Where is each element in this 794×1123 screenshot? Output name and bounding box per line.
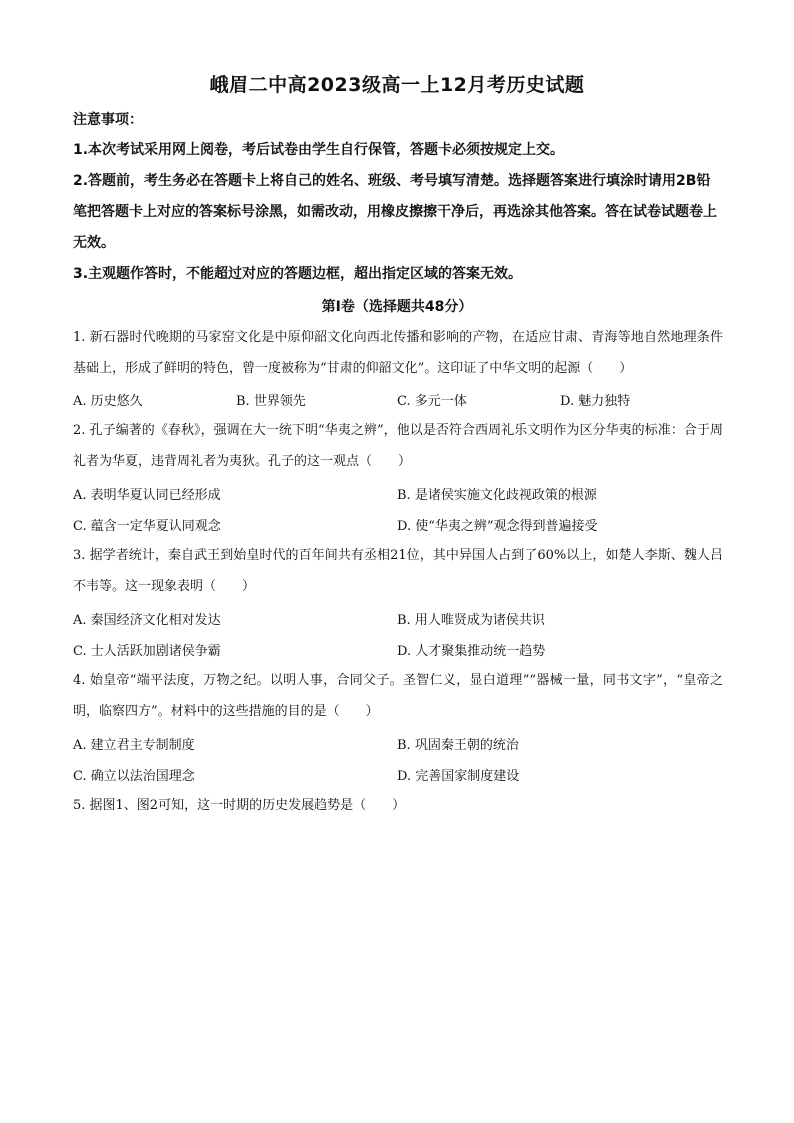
question-1-option-b: B. 世界领先 — [236, 394, 306, 409]
question-1-option-d: D. 魅力独特 — [560, 394, 631, 409]
notice-item-3: 3.主观题作答时，不能超过对应的答题边框，超出指定区域的答案无效。 — [73, 266, 523, 282]
question-4-option-d: D. 完善国家制度建设 — [397, 769, 520, 784]
notice-item-1: 1.本次考试采用网上阅卷，考后试卷由学生自行保管，答题卡必须按规定上交。 — [73, 142, 565, 158]
question-3-option-d: D. 人才聚集推动统一趋势 — [397, 644, 546, 659]
question-2-option-b: B. 是诸侯实施文化歧视政策的根源 — [397, 488, 597, 503]
question-4-options — [73, 734, 723, 762]
question-2-options — [73, 484, 723, 512]
question-2-options-row2 — [73, 515, 723, 543]
notice-item-2: 2.答题前，考生务必在答题卡上将自己的姓名、班级、考号填写清楚。选择题答案进行填涂时请用2B铅笔把答题卡上对应的答案标号涂黑，如需改动，用橡皮擦擦干净后，再选涂其他答案。答在试卷试题卷上无效。 — [73, 173, 717, 251]
question-4-option-c: C. 确立以法治国理念 — [73, 769, 195, 784]
question-3-option-a: A. 秦国经济文化相对发达 — [73, 613, 221, 628]
question-1-option-c: C. 多元一体 — [397, 394, 467, 409]
question-2-option-a: A. 表明华夏认同已经形成 — [73, 488, 221, 503]
question-1-option-a: A. 历史悠久 — [73, 394, 143, 409]
question-3-options — [73, 609, 723, 637]
question-2-stem: 2. 孔子编著的《春秋》，强调在大一统下明“华夷之辨”，他以是否符合西周礼乐文明作为区分华夷的标准：合于周礼者为华夏，违背周礼者为夷狄。孔子的这一观点（ ） — [73, 423, 723, 469]
question-3-stem: 3. 据学者统计，秦自武王到始皇时代的百年间共有丞相21位，其中异国人占到了60%以上，如楚人李斯、魏人吕不韦等。这一现象表明（ ） — [73, 548, 723, 594]
question-4-option-b: B. 巩固秦王朝的统治 — [397, 738, 519, 753]
notice-heading: 注意事项： — [73, 112, 143, 128]
question-3-option-c: C. 士人活跃加剧诸侯争霸 — [73, 644, 221, 659]
question-3-options-row2 — [73, 640, 723, 668]
question-5-stem: 5. 据图1、图2可知，这一时期的历史发展趋势是（ ） — [73, 798, 406, 813]
question-3-option-b: B. 用人唯贤成为诸侯共识 — [397, 613, 545, 628]
question-4-options-row2 — [73, 765, 723, 793]
question-2-option-d: D. 使“华夷之辨”观念得到普遍接受 — [397, 519, 598, 534]
question-4-stem: 4. 始皇帝“端平法度，万物之纪。以明人事，合同父子。圣智仁义，显白道理”“器械一量，同书文字”，“皇帝之明，临察四方”。材料中的这些措施的目的是（ ） — [73, 673, 723, 719]
question-1-stem: 1. 新石器时代晚期的马家窑文化是中原仰韶文化向西北传播和影响的产物，在适应甘肃、青海等地自然地理条件基础上，形成了鲜明的特色，曾一度被称为“甘肃的仰韶文化”。这印证了中华文明的起源（ ） — [73, 330, 723, 376]
question-2-option-c: C. 蕴含一定华夏认同观念 — [73, 519, 221, 534]
question-1-options — [73, 390, 723, 418]
page-title: 峨眉二中高2023级高一上12月考历史试题 — [209, 74, 585, 96]
question-4-option-a: A. 建立君主专制制度 — [73, 738, 195, 753]
section-heading: 第Ⅰ卷（选择题共48分） — [321, 299, 473, 315]
